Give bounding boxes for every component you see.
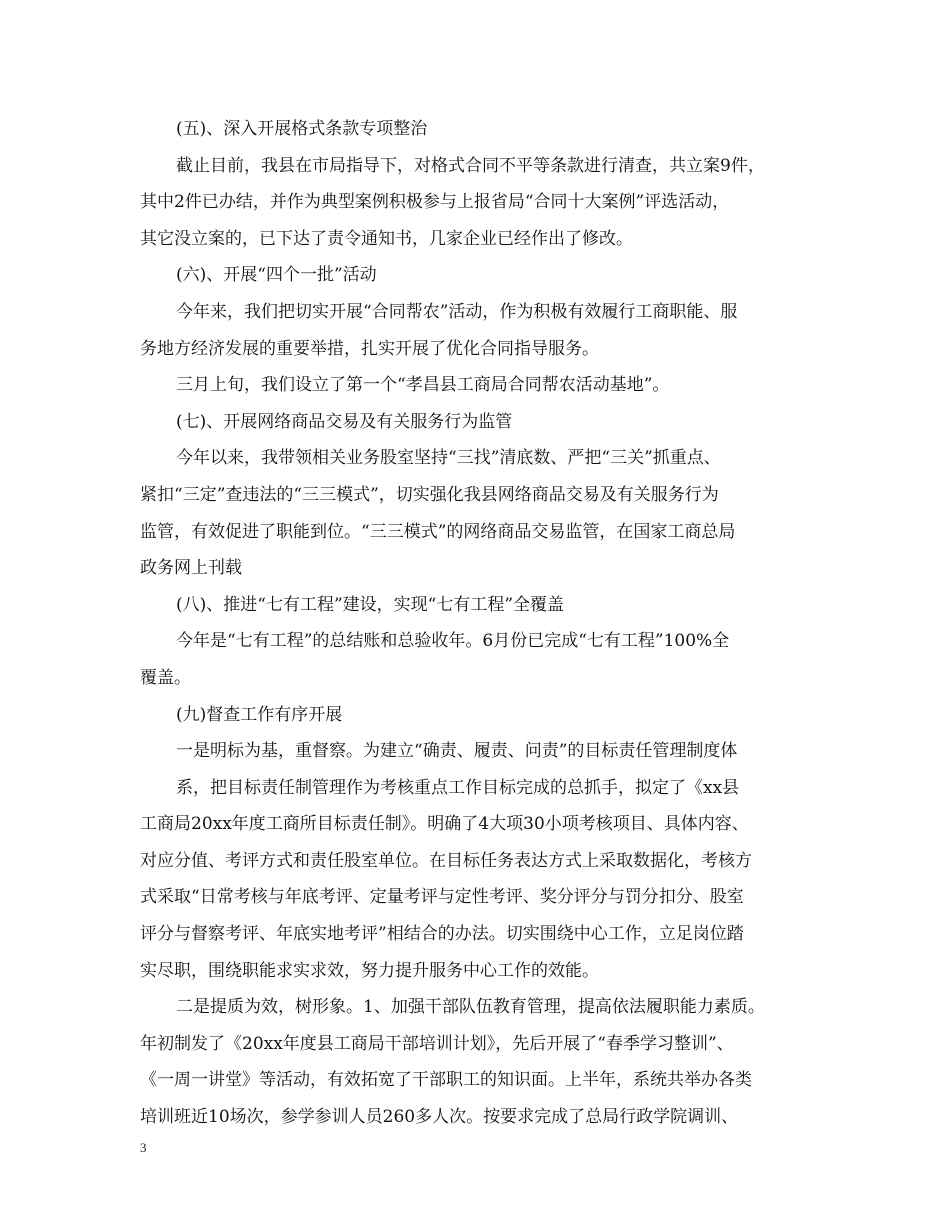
page-number: 3 — [140, 1140, 147, 1155]
paragraph-line: 对应分值、考评方式和责任股室单位。在目标任务表达方式上采取数据化，考核方 — [140, 850, 752, 871]
document-body — [140, 111, 820, 1136]
paragraph-line: 一是明标为基，重督察。为建立“确责、履责、问责”的目标责任管理制度体 — [176, 741, 738, 762]
paragraph-line: 今年是“七有工程”的总结账和总验收年。6月份已完成“七有工程”100%全 — [176, 631, 730, 652]
section-heading-5: (五)、深入开展格式条款专项整治 — [176, 119, 428, 139]
paragraph-line: 工商局20xx年度工商所目标责任制》。明确了4大项30小项考核项目、具体内容、 — [140, 814, 749, 835]
paragraph-line: 其它没立案的，已下达了责令通知书，几家企业已经作出了修改。 — [140, 228, 633, 249]
paragraph-line: 评分与督察考评、年底实地考评”相结合的办法。切实围绕中心工作，立足岗位踏 — [140, 924, 744, 945]
paragraph-line: 二是提质为效，树形象。1、加强干部队伍教育管理，提高依法履职能力素质。 — [176, 997, 765, 1018]
paragraph-line: 《一周一讲堂》等活动，有效拓宽了干部职工的知识面。上半年，系统共举办各类 — [140, 1070, 752, 1091]
paragraph-line: 其中2件已办结，并作为典型案例积极参与上报省局“合同十大案例”评选活动， — [140, 192, 730, 213]
paragraph-line: 覆盖。 — [140, 667, 191, 688]
paragraph-line: 年初制发了《20xx年度县工商局干部培训计划》，先后开展了“春季学习整训”、 — [140, 1033, 734, 1054]
paragraph-line: 政务网上刊载 — [140, 558, 242, 579]
paragraph-line: 今年以来，我带领相关业务股室坚持“三找”清底数、严把“三关”抓重点、 — [176, 448, 721, 469]
paragraph-line: 截止目前，我县在市局指导下，对格式合同不平等条款进行清查，共立案9件， — [176, 155, 765, 176]
paragraph-line: 实尽职，围绕职能求实求效，努力提升服务中心工作的效能。 — [140, 960, 599, 981]
paragraph-line: 系，把目标责任制管理作为考核重点工作目标完成的总抓手，拟定了《xx县 — [176, 777, 740, 798]
section-heading-6: (六)、开展“四个一批”活动 — [176, 265, 377, 286]
section-heading-9: (九)督查工作有序开展 — [176, 704, 343, 725]
section-heading-8: (八)、推进“七有工程”建设，实现“七有工程”全覆盖 — [176, 594, 565, 615]
paragraph-line: 务地方经济发展的重要举措，扎实开展了优化合同指导服务。 — [140, 338, 599, 359]
paragraph-line: 监管，有效促进了职能到位。“三三模式”的网络商品交易监管，在国家工商总局 — [140, 521, 736, 542]
paragraph-line: 紧扣“三定”查违法的“三三模式”，切实强化我县网络商品交易及有关服务行为 — [140, 484, 719, 505]
section-heading-7: (七)、开展网络商品交易及有关服务行为监管 — [176, 411, 513, 432]
paragraph-line: 今年来，我们把切实开展“合同帮农”活动，作为积极有效履行工商职能、服 — [176, 301, 738, 322]
paragraph-line: 三月上旬，我们设立了第一个“孝昌县工商局合同帮农活动基地”。 — [176, 375, 670, 396]
paragraph-line: 式采取“日常考核与年底考评、定量考评与定性考评、奖分评分与罚分扣分、股室 — [140, 887, 744, 908]
paragraph-line: 培训班近10场次，参学参训人员260多人次。按要求完成了总局行政学院调训、 — [140, 1107, 739, 1128]
